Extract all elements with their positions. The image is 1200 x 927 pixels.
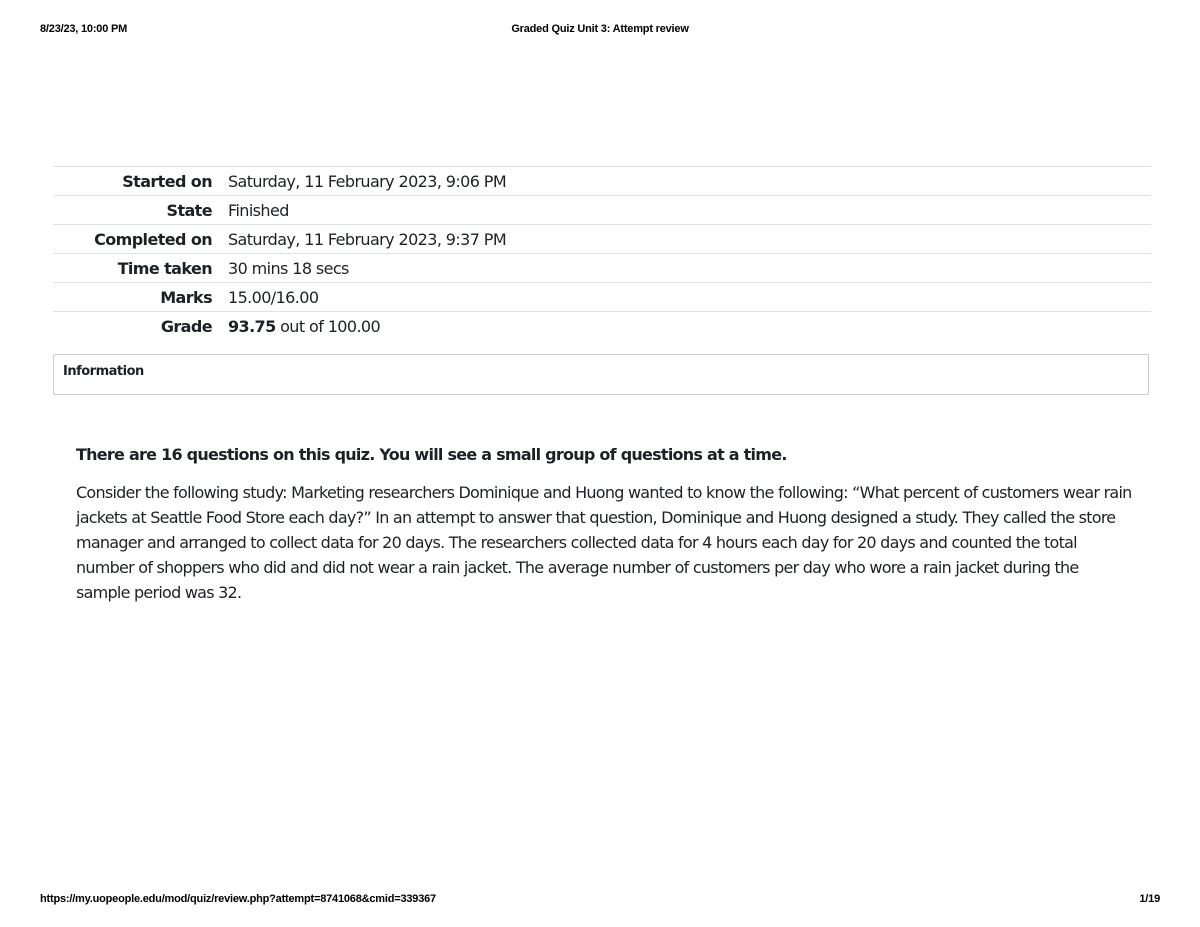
grade-score: 93.75 [228, 316, 276, 336]
print-date: 8/23/23, 10:00 PM [40, 23, 128, 35]
print-page-number: 1/19 [1139, 893, 1160, 905]
summary-label: Grade [160, 316, 212, 336]
information-box [53, 354, 1149, 395]
summary-row-completed-on [53, 225, 1151, 254]
summary-row-state [53, 196, 1151, 225]
summary-value: Finished [228, 200, 289, 220]
summary-row-time-taken [53, 254, 1151, 283]
summary-value: Saturday, 11 February 2023, 9:06 PM [228, 171, 507, 191]
grade-out-of: out of 100.00 [275, 316, 381, 336]
summary-row-marks [53, 283, 1151, 312]
summary-value [220, 312, 1151, 341]
summary-label: Started on [122, 171, 212, 191]
summary-value: 30 mins 18 secs [228, 258, 349, 278]
summary-value: 15.00/16.00 [228, 287, 319, 307]
print-url: https://my.uopeople.edu/mod/quiz/review.php?attempt=8741068&cmid=339367 [40, 893, 436, 905]
summary-row-started-on [53, 167, 1151, 196]
question-text [76, 443, 1136, 605]
print-page-title: Graded Quiz Unit 3: Attempt review [511, 23, 689, 35]
summary-row-grade [53, 312, 1151, 341]
attempt-summary-table [53, 166, 1151, 340]
study-description: Consider the following study: Marketing researchers Dominique and Huong wanted to know the following: “What percent of customers wear rain jackets at Seattle Food Store each day?” In an attempt to answer that question, Dominique and Huong designed a study. They called the store manager and arranged to collect data for 20 days. The researchers collected data for 4 hours each day for 20 days and counted the total number of shoppers who did and did not wear a rain jacket. The average number of customers per day who wore a rain jacket during the sample period was 32. [76, 483, 1132, 602]
summary-label: Completed on [94, 229, 212, 249]
quiz-notice: There are 16 questions on this quiz. You will see a small group of questions at a time. [76, 445, 787, 464]
information-label: Information [63, 364, 144, 379]
summary-label: Marks [160, 287, 212, 307]
summary-label: Time taken [117, 258, 212, 278]
summary-label: State [166, 200, 212, 220]
summary-value: Saturday, 11 February 2023, 9:37 PM [228, 229, 507, 249]
